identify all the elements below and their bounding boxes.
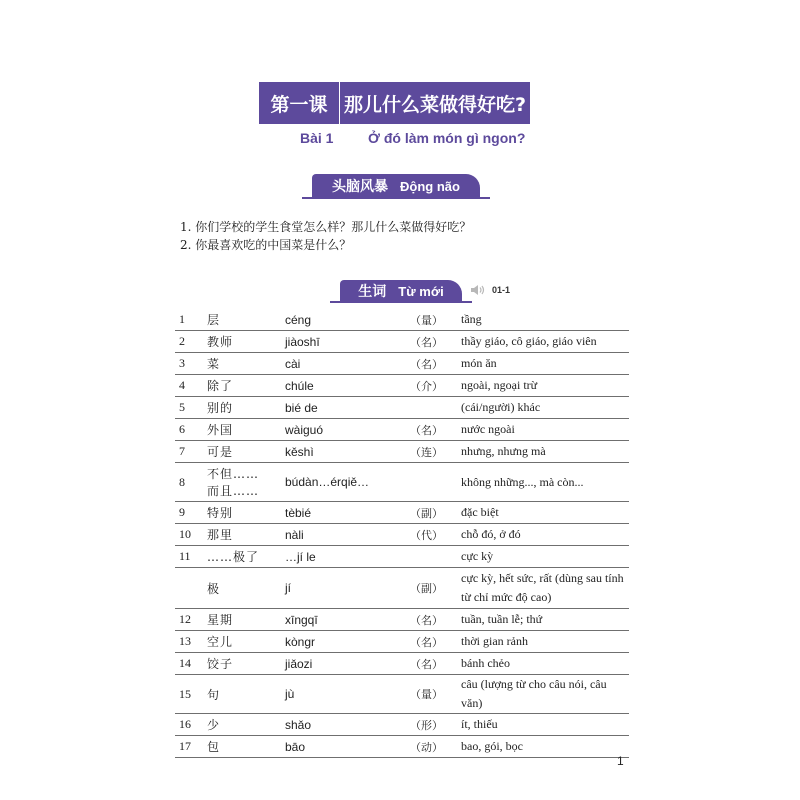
vocab-num: 17 bbox=[175, 736, 207, 758]
vocab-hanzi: 空儿 bbox=[207, 631, 285, 653]
vocab-pinyin: búdàn…érqiě… bbox=[285, 463, 410, 502]
vocab-meaning: chỗ đó, ở đó bbox=[461, 524, 629, 546]
vocab-row bbox=[175, 397, 629, 419]
vocab-pos: （名） bbox=[410, 331, 461, 353]
vocab-row bbox=[175, 463, 629, 502]
vocab-table bbox=[175, 309, 629, 758]
lesson-title-vi: Ở đó làm món gì ngon? bbox=[368, 130, 526, 146]
vocab-num: 10 bbox=[175, 524, 207, 546]
vocab-hanzi: 外国 bbox=[207, 419, 285, 441]
vocab-pinyin: jiàoshī bbox=[285, 331, 410, 353]
vocab-title-vi: Từ mới bbox=[398, 283, 444, 299]
vocab-meaning: bao, gói, bọc bbox=[461, 736, 629, 758]
vocab-pinyin: nàli bbox=[285, 524, 410, 546]
audio-track[interactable] bbox=[470, 284, 510, 296]
brainstorm-header bbox=[312, 174, 480, 198]
vocab-pos: （副） bbox=[410, 568, 461, 609]
vocab-pos bbox=[410, 397, 461, 419]
question-2: 2. 你最喜欢吃的中国菜是什么？ bbox=[180, 238, 352, 252]
vocab-num: 9 bbox=[175, 502, 207, 524]
vocab-pos: （连） bbox=[410, 441, 461, 463]
vocab-hanzi: 可是 bbox=[207, 441, 285, 463]
vocab-num: 6 bbox=[175, 419, 207, 441]
vocab-hanzi: ……极了 bbox=[207, 546, 285, 568]
vocab-pinyin: xīngqī bbox=[285, 609, 410, 631]
vocab-pos: （名） bbox=[410, 353, 461, 375]
vocab-meaning: ít, thiếu bbox=[461, 714, 629, 736]
vocab-row bbox=[175, 419, 629, 441]
vocab-row bbox=[175, 331, 629, 353]
vocab-meaning: cực kỳ, hết sức, rất (dùng sau tính từ chỉ mức độ cao) bbox=[461, 568, 629, 609]
brainstorm-questions bbox=[180, 218, 471, 254]
vocab-num: 11 bbox=[175, 546, 207, 568]
vocab-num: 2 bbox=[175, 331, 207, 353]
vocab-row bbox=[175, 309, 629, 331]
lesson-label: 第一课 bbox=[270, 93, 328, 116]
vocab-meaning: nước ngoài bbox=[461, 419, 629, 441]
vocab-pinyin: céng bbox=[285, 309, 410, 331]
vocab-meaning: tầng bbox=[461, 309, 629, 331]
vocab-hanzi bbox=[207, 463, 285, 502]
vocab-hanzi-line: 而且…… bbox=[207, 484, 260, 498]
vocab-meaning: thầy giáo, cô giáo, giáo viên bbox=[461, 331, 629, 353]
vocab-underline bbox=[330, 301, 472, 303]
vocab-hanzi: 包 bbox=[207, 736, 285, 758]
vocab-pinyin: …jí le bbox=[285, 546, 410, 568]
vocab-row bbox=[175, 375, 629, 397]
vocab-pos: （形） bbox=[410, 714, 461, 736]
vocab-meaning: câu (lượng từ cho câu nói, câu văn) bbox=[461, 675, 629, 714]
vocab-num: 13 bbox=[175, 631, 207, 653]
vocab-meaning: ngoài, ngoại trừ bbox=[461, 375, 629, 397]
vocab-pinyin: jiǎozi bbox=[285, 653, 410, 675]
vocab-hanzi: 层 bbox=[207, 309, 285, 331]
vocab-pinyin: kěshì bbox=[285, 441, 410, 463]
vocab-meaning: cực kỳ bbox=[461, 546, 629, 568]
vocab-meaning: món ăn bbox=[461, 353, 629, 375]
vocab-pinyin: cài bbox=[285, 353, 410, 375]
vocab-pinyin: kòngr bbox=[285, 631, 410, 653]
vocab-pos: （量） bbox=[410, 675, 461, 714]
vocab-pos: （副） bbox=[410, 502, 461, 524]
vocab-row bbox=[175, 568, 629, 609]
vocab-hanzi-line: 不但…… bbox=[207, 467, 260, 481]
vocab-pos: （动） bbox=[410, 736, 461, 758]
vocab-hanzi: 句 bbox=[207, 675, 285, 714]
vocab-num: 7 bbox=[175, 441, 207, 463]
vocab-pos: （量） bbox=[410, 309, 461, 331]
lesson-subtitle bbox=[300, 130, 525, 146]
vocab-pos: （代） bbox=[410, 524, 461, 546]
vocab-pos: （名） bbox=[410, 653, 461, 675]
vocab-meaning: không những..., mà còn... bbox=[461, 463, 629, 502]
vocab-title-zh: 生词 bbox=[358, 284, 387, 300]
vocab-hanzi: 那里 bbox=[207, 524, 285, 546]
vocab-row bbox=[175, 675, 629, 714]
vocab-pinyin: tèbié bbox=[285, 502, 410, 524]
vocab-row bbox=[175, 609, 629, 631]
vocab-pos: （介） bbox=[410, 375, 461, 397]
vocab-hanzi: 饺子 bbox=[207, 653, 285, 675]
vocab-hanzi: 别的 bbox=[207, 397, 285, 419]
vocab-meaning: tuần, tuần lễ; thứ bbox=[461, 609, 629, 631]
vocab-meaning: thời gian rảnh bbox=[461, 631, 629, 653]
speaker-icon[interactable] bbox=[470, 284, 486, 296]
vocab-pinyin: jí bbox=[285, 568, 410, 609]
vocab-pinyin: jù bbox=[285, 675, 410, 714]
vocab-row bbox=[175, 524, 629, 546]
vocab-hanzi: 菜 bbox=[207, 353, 285, 375]
vocab-num: 5 bbox=[175, 397, 207, 419]
vocab-hanzi: 除了 bbox=[207, 375, 285, 397]
page-number: 1 bbox=[617, 754, 624, 768]
vocab-hanzi: 星期 bbox=[207, 609, 285, 631]
vocab-num: 14 bbox=[175, 653, 207, 675]
vocab-pinyin: chúle bbox=[285, 375, 410, 397]
vocab-row bbox=[175, 714, 629, 736]
lesson-title-banner bbox=[259, 82, 530, 124]
vocab-meaning: bánh chẻo bbox=[461, 653, 629, 675]
audio-label: 01-1 bbox=[492, 285, 511, 295]
vocab-pos: （名） bbox=[410, 609, 461, 631]
vocab-pos: （名） bbox=[410, 419, 461, 441]
vocab-pinyin: wàiguó bbox=[285, 419, 410, 441]
brainstorm-title-vi: Động não bbox=[400, 178, 460, 194]
vocab-header bbox=[340, 280, 462, 302]
vocab-pinyin: bāo bbox=[285, 736, 410, 758]
vocab-pinyin: bié de bbox=[285, 397, 410, 419]
vocab-pos: （名） bbox=[410, 631, 461, 653]
vocab-num: 12 bbox=[175, 609, 207, 631]
vocab-pos bbox=[410, 463, 461, 502]
vocab-num: 8 bbox=[175, 463, 207, 502]
vocab-meaning: (cái/người) khác bbox=[461, 397, 629, 419]
vocab-num: 16 bbox=[175, 714, 207, 736]
vocab-pos bbox=[410, 546, 461, 568]
vocab-hanzi: 少 bbox=[207, 714, 285, 736]
vocab-row bbox=[175, 631, 629, 653]
question-1: 1. 你们学校的学生食堂怎么样？那儿什么菜做得好吃？ bbox=[180, 220, 472, 234]
vocab-row bbox=[175, 441, 629, 463]
vocab-meaning: đặc biệt bbox=[461, 502, 629, 524]
brainstorm-title-zh: 头脑风暴 bbox=[332, 179, 389, 195]
lesson-title-zh: 那儿什么菜做得好吃? bbox=[343, 93, 527, 116]
brainstorm-underline bbox=[302, 197, 490, 199]
vocab-hanzi: 特别 bbox=[207, 502, 285, 524]
vocab-num: 4 bbox=[175, 375, 207, 397]
vocab-row bbox=[175, 502, 629, 524]
vocab-hanzi: 教师 bbox=[207, 331, 285, 353]
vocab-hanzi: 极 bbox=[207, 568, 285, 609]
vocab-row bbox=[175, 353, 629, 375]
vocab-num bbox=[175, 568, 207, 609]
vocab-num: 3 bbox=[175, 353, 207, 375]
vocab-row bbox=[175, 736, 629, 758]
vocab-meaning: nhưng, nhưng mà bbox=[461, 441, 629, 463]
vocab-num: 15 bbox=[175, 675, 207, 714]
vocab-num: 1 bbox=[175, 309, 207, 331]
lesson-number-vi: Bài 1 bbox=[300, 130, 334, 146]
vocab-row bbox=[175, 653, 629, 675]
vocab-pinyin: shǎo bbox=[285, 714, 410, 736]
vocab-row bbox=[175, 546, 629, 568]
